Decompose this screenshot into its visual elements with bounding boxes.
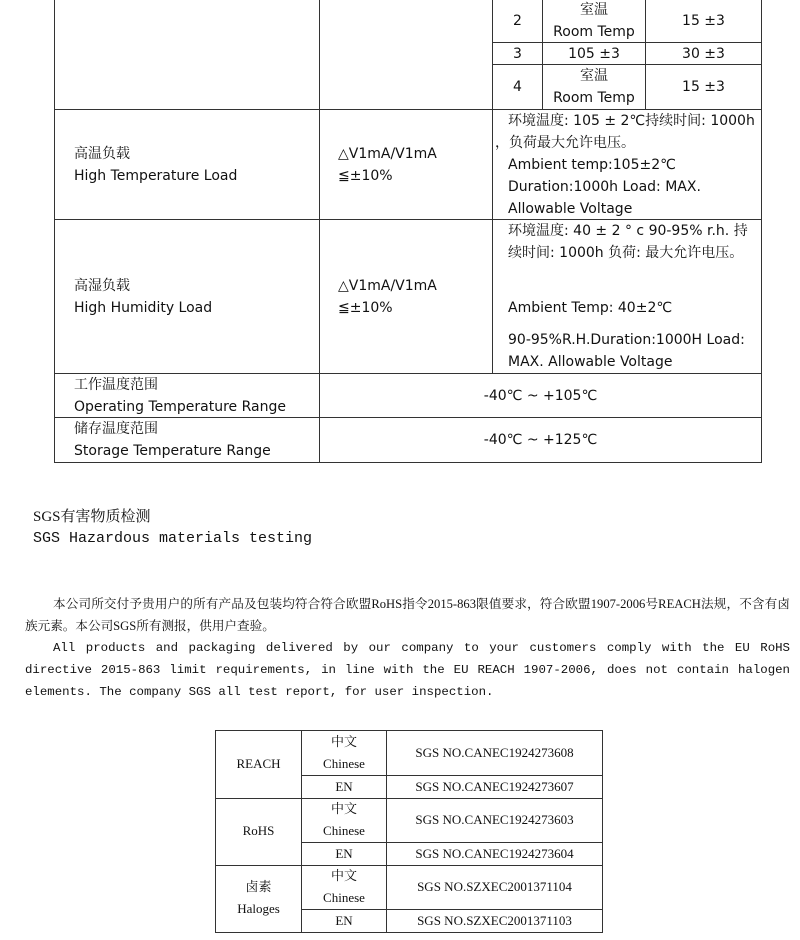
htl-spec-1: △V1mA/V1mA	[338, 146, 437, 162]
subrow-time: 30 ±3	[682, 46, 725, 62]
report-group-rohs: RoHS	[242, 823, 275, 838]
hhl-name-en: High Humidity Load	[74, 300, 213, 316]
hhl-condition-en-1: Ambient Temp: 40±2℃	[508, 300, 673, 316]
report-group-line	[216, 865, 602, 866]
hhl-condition-cn: 环境温度: 40 ± 2 ° c 90-95% r.h. 持续时间: 1000h 负荷: 最大允许电压。	[508, 223, 748, 261]
subrow-no: 2	[513, 13, 522, 29]
subrow-temp-cn: 室温	[580, 68, 608, 84]
report-number: SGS NO.CANEC1924273607	[415, 779, 574, 794]
report-group-halogen: Haloges	[237, 901, 280, 916]
report-lang-cn: 中文	[330, 734, 357, 749]
htl-name-en: High Temperature Load	[74, 168, 238, 184]
htl-condition-en-2: Duration:1000h Load: MAX.	[508, 179, 701, 195]
report-group-reach: REACH	[236, 756, 281, 771]
subrow-temp-cn: 室温	[580, 2, 608, 18]
htl-condition-cn: 环境温度: 105 ± 2℃持续时间: 1000h ，负荷最大允许电压。	[495, 113, 755, 151]
op-range-name-en: Operating Temperature Range	[74, 399, 286, 415]
subrow-time: 15 ±3	[682, 13, 725, 29]
sgs-paragraph-cn: 本公司所交付予贵用户的所有产品及包装均符合符合欧盟RoHS指令2015-863限值要求，符合欧盟1907-2006号REACH法规，不含有卤族元素。本公司SGS所有测报，供用户查验。	[25, 597, 790, 633]
htl-spec-2: ≦±10%	[338, 168, 393, 184]
hhl-spec-1: △V1mA/V1mA	[338, 278, 437, 294]
report-group-halogen-cn: 卤素	[245, 879, 272, 894]
report-lang-en: EN	[335, 846, 353, 861]
subrow-temp-en: Room Temp	[553, 90, 635, 106]
col-divider-1	[319, 0, 320, 373]
report-number: SGS NO.SZXEC2001371103	[417, 913, 572, 928]
st-range-value: -40℃ ~ +125℃	[483, 432, 598, 448]
st-range-name-en: Storage Temperature Range	[74, 443, 271, 459]
htl-condition-en-3: Allowable Voltage	[508, 201, 633, 217]
report-number: SGS NO.CANEC1924273604	[415, 846, 574, 861]
report-group-line	[216, 798, 602, 799]
report-lang-cn: 中文	[330, 801, 357, 816]
subrow-no: 3	[513, 46, 522, 62]
report-lang-en-word: Chinese	[323, 756, 365, 771]
report-number: SGS NO.CANEC1924273608	[415, 745, 574, 760]
report-number: SGS NO.SZXEC2001371104	[417, 879, 572, 894]
report-lang-cn: 中文	[330, 868, 357, 883]
spec-table	[54, 0, 762, 463]
subrow-temp: 105 ±3	[568, 46, 620, 62]
sgs-title-cn: SGS有害物质检测	[33, 509, 151, 525]
report-number: SGS NO.CANEC1924273603	[415, 812, 574, 827]
op-range-value: -40℃ ~ +105℃	[483, 388, 598, 404]
report-lang-en-word: Chinese	[323, 823, 365, 838]
sgs-report-table	[215, 730, 603, 933]
report-lang-en: EN	[335, 779, 353, 794]
report-lang-en-word: Chinese	[323, 890, 365, 905]
subrow-time: 15 ±3	[682, 79, 725, 95]
htl-name-cn: 高温负载	[74, 146, 130, 162]
sgs-title-en: SGS Hazardous materials testing	[33, 530, 313, 547]
st-range-name-cn: 储存温度范围	[74, 421, 158, 437]
hhl-name-cn: 高湿负载	[74, 278, 130, 294]
row-line-op	[55, 373, 761, 374]
report-lang-en: EN	[335, 913, 353, 928]
hhl-spec-2: ≦±10%	[338, 300, 393, 316]
htl-condition-en-1: Ambient temp:105±2℃	[508, 157, 676, 173]
op-range-name-cn: 工作温度范围	[74, 377, 158, 393]
subrow-temp-en: Room Temp	[553, 24, 635, 40]
hhl-condition-en-2: 90-95%R.H.Duration:1000H Load: MAX. Allowable Voltage	[508, 332, 745, 370]
subrow-no: 4	[513, 79, 522, 95]
sgs-paragraph-en: All products and packaging delivered by our company to your customers comply with the EU RoHS directive 2015-863 limit requirements, in line with the EU REACH 1907-2006, does not contain halogen elements. The company SGS all test report, for user inspection.	[25, 641, 790, 699]
